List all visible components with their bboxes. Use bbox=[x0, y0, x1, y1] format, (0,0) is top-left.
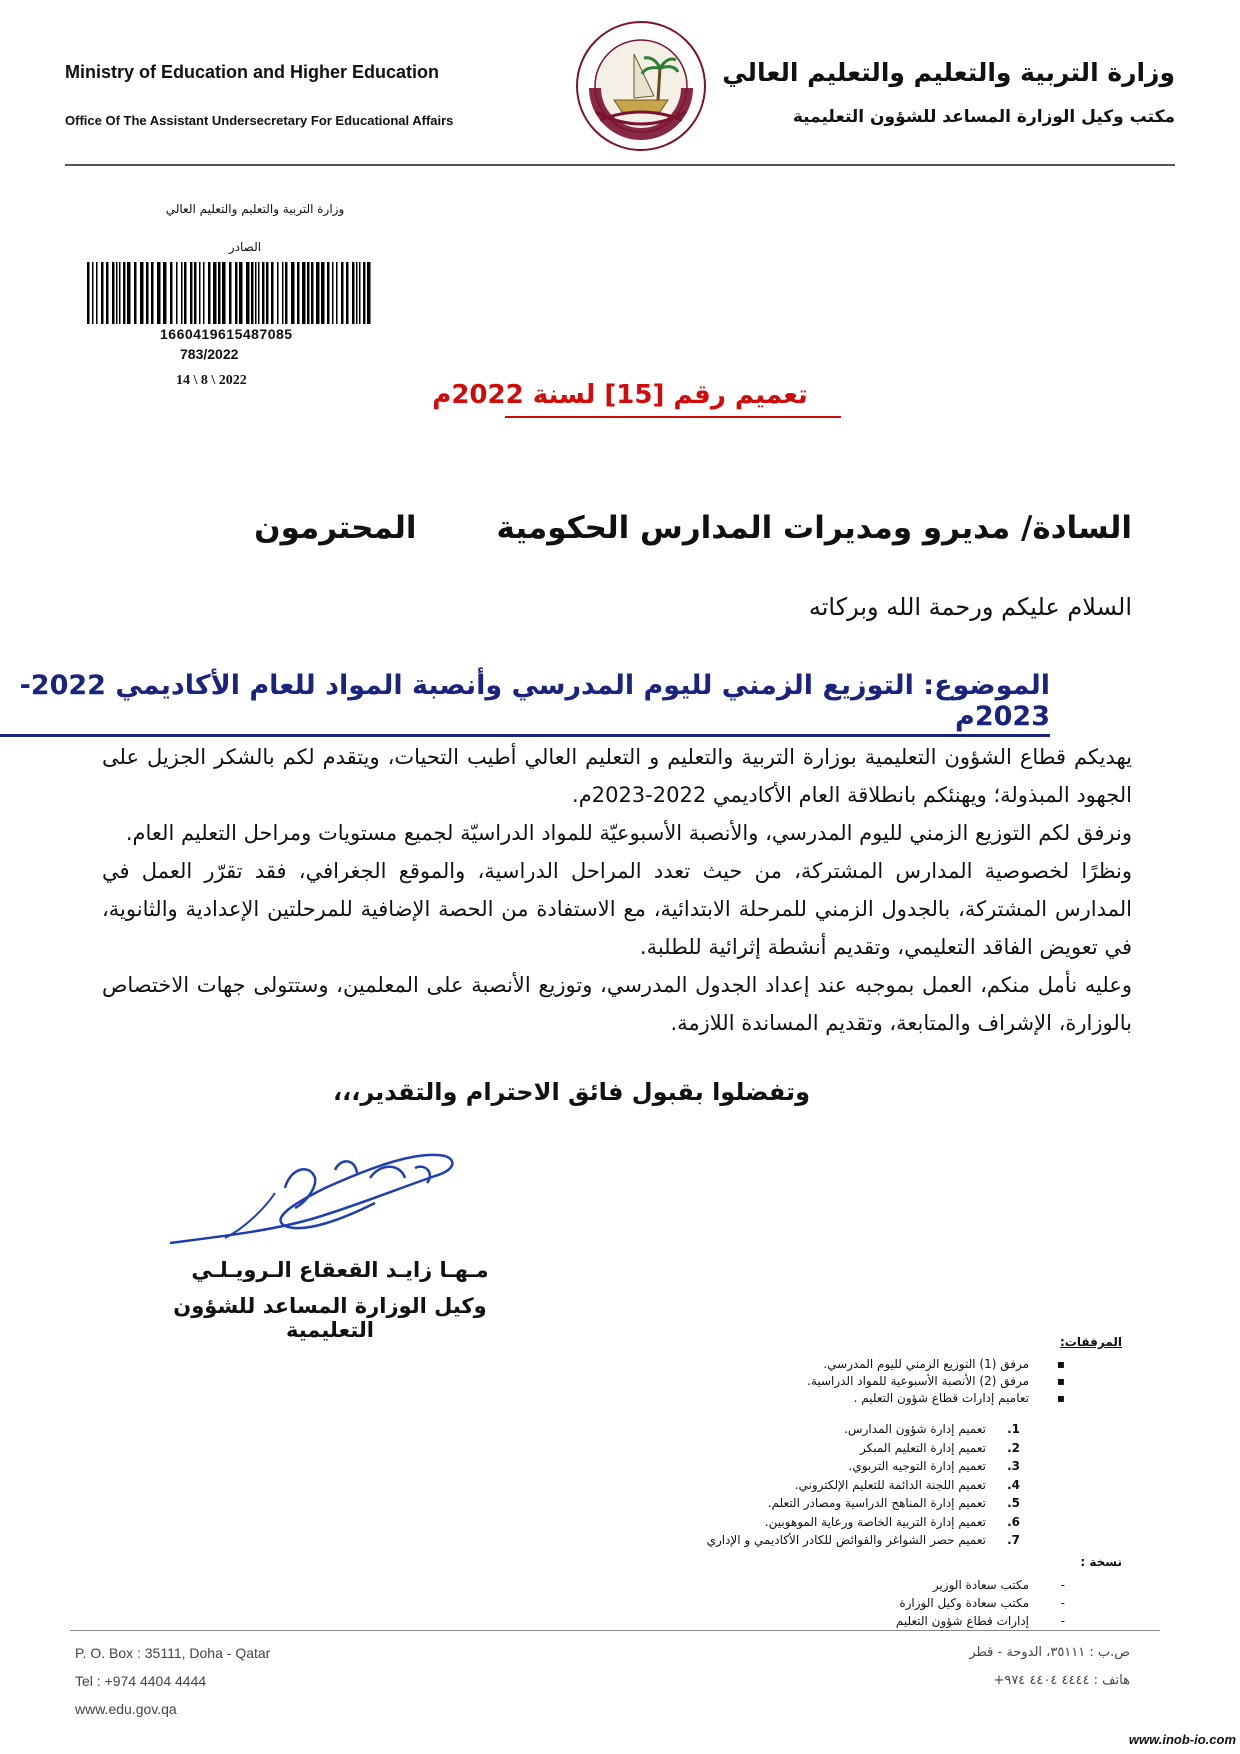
barcode-bar bbox=[285, 262, 288, 324]
barcode-bar bbox=[203, 262, 205, 324]
barcode-bar bbox=[127, 262, 131, 324]
barcode-bar bbox=[297, 262, 300, 324]
closing-remark: وتفضلوا بقبول فائق الاحترام والتقدير،،، bbox=[333, 1078, 810, 1106]
barcode-bar bbox=[327, 262, 330, 324]
barcode-bar bbox=[229, 262, 232, 324]
header-divider bbox=[65, 164, 1175, 166]
list-item: ▪ تعاميم إدارات قطاع شؤون التعليم . bbox=[853, 1391, 1065, 1405]
barcode-bar bbox=[199, 262, 201, 324]
handwritten-signature bbox=[165, 1148, 465, 1268]
barcode-bar bbox=[307, 262, 310, 324]
list-item: - مكتب سعادة الوزير bbox=[932, 1578, 1065, 1592]
barcode-bar bbox=[235, 262, 238, 324]
barcode-bar bbox=[92, 262, 94, 324]
paragraph-1: يهديكم قطاع الشؤون التعليمية بوزارة التربية والتعليم و التعليم العالي أطيب التحيات، ويتقدم لكم بالشكر الجزيل على الجهود المبذولة؛ ويهنئكم بانطلاقة العام الأكاديمي 2022-2023م. bbox=[102, 745, 1132, 807]
office-name-en: Office Of The Assistant Undersecretary For Educational Affairs bbox=[65, 113, 454, 128]
office-name-ar: مكتب وكيل الوزارة المساعد للشؤون التعليمية bbox=[792, 107, 1175, 127]
list-item: 3. تعميم إدارة التوجيه التربوي. bbox=[848, 1459, 1020, 1473]
barcode-bar bbox=[146, 262, 149, 324]
issue-outgoing-label: الصادر bbox=[228, 240, 262, 254]
addressee-main: السادة/ مديرو ومديرات المدارس الحكومية bbox=[496, 510, 1132, 546]
addressee-suffix: المحترمون bbox=[254, 510, 417, 546]
barcode-bar bbox=[316, 262, 320, 324]
barcode-bar bbox=[346, 262, 349, 324]
circulars-list bbox=[707, 1420, 1020, 1550]
list-item: ▪ مرفق (2) الأنصبة الأسبوعية للمواد الدراسية. bbox=[807, 1374, 1065, 1388]
paragraph-3: ونظرًا لخصوصية المدارس المشتركة، من حيث تعدد المراحل الدراسية، والموقع الجغرافي، فقد تقرّر العمل في المدارس المشتركة، بالجدول الزمني للمرحلة الابتدائية، مع الاستفادة من الحصة الإضافية للمرحلتين الإعدادية والثانوية، في تعويض الفاقد التعليمي، وتقديم أنشطة إثرائية للطلبة. bbox=[102, 859, 1132, 959]
barcode-bar bbox=[251, 262, 254, 324]
footer-tel-ar: هاتف : ٤٤٤٤ ٤٤٠٤ ٩٧٤+ bbox=[993, 1673, 1130, 1688]
barcode-bar bbox=[291, 262, 295, 324]
signatory-title: وكيل الوزارة المساعد للشؤون التعليمية bbox=[173, 1294, 487, 1342]
barcode-bar bbox=[213, 262, 217, 324]
list-item: 5. تعميم إدارة المناهج الدراسية ومصادر التعلم. bbox=[767, 1496, 1020, 1510]
issue-date: 14 \ 8 \ 2022 bbox=[176, 373, 247, 388]
barcode-bar bbox=[134, 262, 137, 324]
barcode-bar bbox=[282, 262, 284, 324]
list-item: 7. تعميم حصر الشواغر والفوائض للكادر الأكاديمي و الإداري bbox=[706, 1533, 1020, 1547]
barcode-bar bbox=[255, 262, 257, 324]
barcode-bar bbox=[341, 262, 344, 324]
barcode-bar bbox=[352, 262, 355, 324]
barcode-bar bbox=[271, 262, 274, 324]
watermark-url: www.inob-io.com bbox=[1128, 1732, 1236, 1747]
barcode-bar bbox=[87, 262, 90, 324]
barcode-bar bbox=[363, 262, 366, 324]
paragraph-4: وعليه نأمل منكم، العمل بموجبه عند إعداد الجدول المدرسي، وتوزيع الأنصبة على المعلمين، وستتولى جهات الاختصاص بالوزارة، الإشراف والمتابعة، وتقديم المساندة اللازمة. bbox=[102, 973, 1132, 1035]
barcode-bar bbox=[116, 262, 118, 324]
barcode-bar bbox=[367, 262, 371, 324]
footer-divider bbox=[70, 1630, 1160, 1631]
footer-po-box-ar: ص.ب : ٣٥١١١، الدوحة - قطر bbox=[969, 1645, 1130, 1660]
barcode-bar bbox=[336, 262, 338, 324]
barcode-bar bbox=[176, 262, 178, 324]
barcode-bar bbox=[101, 262, 104, 324]
barcode-bar bbox=[112, 262, 115, 324]
barcode-bar bbox=[140, 262, 144, 324]
list-item: 2. تعميم إدارة التعليم المبكر bbox=[860, 1440, 1020, 1455]
barcode-bar bbox=[181, 262, 183, 324]
copies-list bbox=[896, 1576, 1065, 1630]
barcode-bar bbox=[194, 262, 197, 324]
barcode-bar bbox=[266, 262, 269, 324]
list-item: 6. تعميم إدارة التربية الخاصة ورعاية الموهوبين. bbox=[764, 1514, 1020, 1529]
circular-title-underline bbox=[505, 416, 841, 418]
barcode-bar bbox=[359, 262, 361, 324]
barcode-bar bbox=[106, 262, 109, 324]
circular-title: تعميم رقم [15] لسنة 2022م bbox=[432, 380, 808, 410]
list-item: 4. تعميم اللجنة الدائمة للتعليم الإلكتروني. bbox=[794, 1477, 1020, 1492]
footer-po-box-en: P. O. Box : 35111, Doha - Qatar bbox=[75, 1645, 271, 1661]
barcode-bar bbox=[218, 262, 221, 324]
copies-label: نسخة : bbox=[1080, 1555, 1122, 1569]
attachments-list bbox=[807, 1356, 1065, 1407]
barcode-number: 1660419615487085 bbox=[160, 326, 293, 342]
barcode-bar bbox=[239, 262, 243, 324]
addressee bbox=[254, 510, 1132, 546]
qatar-emblem-logo bbox=[566, 8, 716, 178]
barcode-bar bbox=[123, 262, 126, 324]
barcode-bar bbox=[311, 262, 314, 324]
list-item: 1. تعميم إدارة شؤون المدارس. bbox=[844, 1422, 1020, 1436]
ministry-name-en: Ministry of Education and Higher Education bbox=[65, 62, 440, 82]
barcode-bar bbox=[151, 262, 154, 324]
attachments-label: المرفقات: bbox=[1060, 1335, 1122, 1349]
barcode bbox=[85, 262, 377, 324]
barcode-bar bbox=[208, 262, 211, 324]
barcode-bar bbox=[96, 262, 98, 324]
list-item: ▪ مرفق (1) التوزيع الزمني لليوم المدرسي. bbox=[823, 1357, 1065, 1371]
barcode-bar bbox=[163, 262, 167, 324]
greeting: السلام عليكم ورحمة الله وبركاته bbox=[808, 593, 1132, 621]
barcode-bar bbox=[302, 262, 306, 324]
barcode-bar bbox=[157, 262, 161, 324]
barcode-bar bbox=[332, 262, 334, 324]
barcode-bar bbox=[246, 262, 250, 324]
list-item: - مكتب سعادة وكيل الوزارة bbox=[899, 1596, 1065, 1610]
signatory-name: مـهـا زايـد القعقاع الـرويـلـي bbox=[191, 1258, 489, 1282]
reference-number: 783/2022 bbox=[180, 346, 239, 362]
barcode-bar bbox=[184, 262, 187, 324]
issue-ministry-label: وزارة التربية والتعليم والتعليم العالي bbox=[165, 202, 345, 216]
barcode-bar bbox=[262, 262, 265, 324]
footer-tel-en: Tel : +974 4404 4444 bbox=[75, 1673, 207, 1689]
list-item: - إدارات قطاع شؤون التعليم bbox=[895, 1614, 1065, 1628]
subject-line: الموضوع: التوزيع الزمني لليوم المدرسي وأنصبة المواد للعام الأكاديمي 2022-2023م bbox=[0, 670, 1050, 737]
footer-website[interactable]: www.edu.gov.qa bbox=[75, 1701, 177, 1717]
ministry-name-ar: وزارة التربية والتعليم والتعليم العالي bbox=[722, 58, 1175, 87]
barcode-bar bbox=[321, 262, 325, 324]
barcode-bar bbox=[277, 262, 279, 324]
barcode-bar bbox=[258, 262, 260, 324]
paragraph-2: ونرفق لكم التوزيع الزمني لليوم المدرسي، والأنصبة الأسبوعيّة للمواد الدراسيّة لجميع مستويات ومراحل التعليم العام. bbox=[125, 821, 1132, 845]
barcode-bar bbox=[356, 262, 358, 324]
barcode-bar bbox=[222, 262, 226, 324]
barcode-bar bbox=[119, 262, 121, 324]
barcode-bar bbox=[190, 262, 193, 324]
barcode-bar bbox=[170, 262, 173, 324]
